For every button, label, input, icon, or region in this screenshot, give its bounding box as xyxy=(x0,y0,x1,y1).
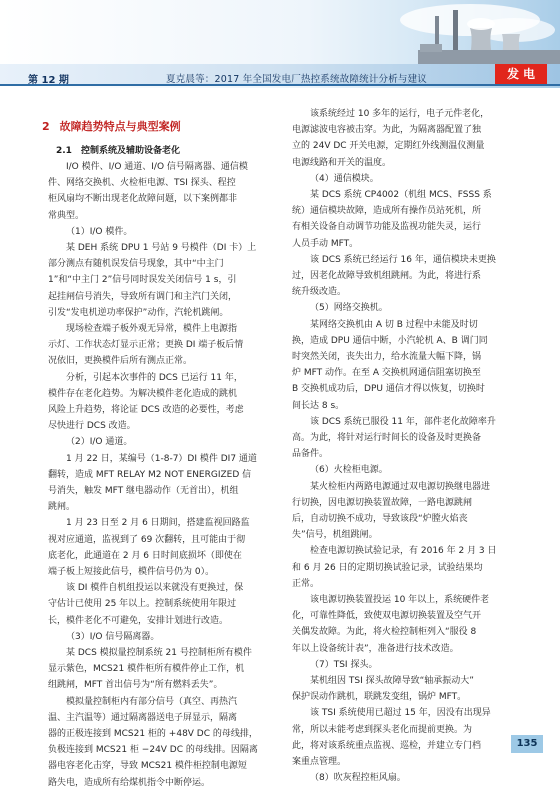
text-line: 1”和“中主门 2”信号同时误发关闭信号 1 s，引 xyxy=(48,275,237,286)
text-line: 显示紫色，MCS21 模件柜所有模件停止工作，机 xyxy=(48,664,245,675)
text-line: 模拟量控制柜内有部分信号（真空、再热汽 xyxy=(66,696,238,707)
text-line: 高。为此，将针对运行时间长的设备及时更换备 xyxy=(292,433,482,443)
text-line: 案重点管理。 xyxy=(292,757,347,767)
text-line: 况依旧，更换模件后所有测点正常。 xyxy=(48,356,193,367)
text-line: 换，造成 DPU 通信中断，小汽轮机 A、B 调门同 xyxy=(292,335,488,346)
text-line: （3）I/O 信号隔离器。 xyxy=(66,631,160,642)
text-line: 守估计已使用 25 年以上。控制系统使用年限过 xyxy=(48,599,237,610)
text-line: 正常。 xyxy=(292,578,320,589)
text-line: 某 DEH 系统 DPU 1 号站 9 号模件（DI 卡）上 xyxy=(66,243,257,253)
running-title: 夏克晨等：2017 年全国发电厂热控系统故障统计分析与建议 xyxy=(166,74,427,85)
text-line: 路失电，造成所有给煤机指令中断停运。 xyxy=(48,777,211,788)
text-line: 示灯、工作状态灯显示正常；更换 DI 端子板后情 xyxy=(48,340,244,351)
text-line: （4）通信模块。 xyxy=(310,173,379,184)
issue-number: 第 12 期 xyxy=(28,75,69,86)
text-line: 该 DCS 系统已服役 11 年，部件老化故障率升 xyxy=(310,416,496,427)
text-line: 视对应通道，监视到了 69 次翻转，且可能由于彻 xyxy=(48,534,246,545)
text-line: 该 TSI 系统使用已超过 15 年，因没有出现异 xyxy=(310,708,491,719)
text-line: 行切换，因电源切换装置故障，一路电源跳闸 xyxy=(292,497,473,508)
subsection-heading xyxy=(56,143,180,156)
text-line: 分析，引起本次事件的 DCS 已运行 11 年， xyxy=(66,372,243,383)
text-line: 该 DCS 系统已经运行 16 年，通信模块未更换 xyxy=(310,254,496,265)
text-line: 某网络交换机由 A 切 B 过程中未能及时切 xyxy=(310,319,478,330)
text-line: 件、网络交换机、火检柜电源、TSI 探头、程控 xyxy=(48,178,236,189)
section-number: 2 xyxy=(42,120,50,133)
text-line: 号消失，触发 MFT 继电器动作（无首出），机组 xyxy=(48,486,239,496)
text-line: 该电源切换装置投运 10 年以上，系统硬件老 xyxy=(310,595,490,605)
text-line: 此，将对该系统重点监视、巡检，并建立专门档 xyxy=(292,740,482,751)
text-line: 常典型。 xyxy=(48,210,85,221)
text-line: （7）TSI 探头。 xyxy=(310,659,378,670)
text-line: 时突然关闭，丧失出力，给水流量大幅下降，锅 xyxy=(292,352,482,362)
text-line: 组跳闸，MFT 首出信号为“所有燃料丢失”。 xyxy=(48,680,223,691)
badge-char-1: 发 xyxy=(506,67,519,81)
section-title: 故障趋势特点与典型案例 xyxy=(59,120,181,133)
text-line: 某 DCS 系统 CP4002（机组 MCS、FSSS 系 xyxy=(310,190,492,200)
text-line: 有相关设备自动调节功能及监视功能失灵，运行 xyxy=(292,222,482,233)
text-line: 立的 24V DC 开关电源，定期红外线测温仪测量 xyxy=(292,141,485,152)
text-line: 炉 MFT 动作。在至 A 交换机网通信阻塞切换至 xyxy=(292,368,481,379)
text-line: 某 DCS 模拟量控制系统 21 号控制柜所有模件 xyxy=(66,648,252,658)
text-line: 负极连接到 MCS21 柜 −24V DC 的母线排。因隔离 xyxy=(48,745,258,756)
text-line: 长，模件老化不可避免，安排计划进行改造。 xyxy=(48,615,229,626)
section-badge xyxy=(495,64,547,84)
text-line: 品备件。 xyxy=(292,449,329,460)
text-line: 柜风扇均不断出现老化故障问题，以下案例都非 xyxy=(48,194,238,205)
text-line: 和 6 月 26 日的定期切换试验记录，试验结果均 xyxy=(292,562,483,573)
text-line: 1 月 23 日至 2 月 6 日期间，搭建监视回路监 xyxy=(66,518,250,529)
text-line: 底老化，此通道在 2 月 6 日时间底损坏（即使在 xyxy=(48,550,242,561)
text-line: 翻转，造成 MFT RELAY M2 NOT ENERGIZED 信 xyxy=(48,469,252,480)
text-line: 该 DI 模件自机组投运以来就没有更换过，保 xyxy=(66,583,244,594)
text-line: 电源线路和开关的温度。 xyxy=(292,157,392,168)
text-line: 1 月 22 日，某编号（1-8-7）DI 模件 DI7 通道 xyxy=(66,453,257,464)
text-line: 电源滤波电容被击穿。为此，为隔离器配置了独 xyxy=(292,125,482,136)
text-line: 现场检查端子板外观无异常，模件上电源指 xyxy=(66,324,238,334)
section-heading xyxy=(42,118,181,134)
text-line: （8）吹灰程控柜风扇。 xyxy=(310,773,406,784)
text-line: 某机组因 TSI 探头故障导致“轴承振动大” xyxy=(310,676,474,686)
subsection-title: 控制系统及辅助设备老化 xyxy=(80,146,180,156)
text-line: 统）通信模块故障，造成所有操作员站死机，所 xyxy=(292,206,482,217)
text-line: 模件存在老化趋势。为解决模件老化造成的跳机 xyxy=(48,388,238,399)
text-line: 部分测点有随机误发信号现象，其中“中主门 xyxy=(48,259,224,270)
text-line: 间长达 8 s。 xyxy=(292,400,345,411)
badge-char-2: 电 xyxy=(523,67,536,81)
text-line: B 交换机成功后，DPU 通信才得以恢复，切换时 xyxy=(292,384,485,395)
text-line: 端子板上短接此信号，模件信号仍为 0）。 xyxy=(48,567,215,577)
text-line: 尽快进行 DCS 改造。 xyxy=(48,421,136,432)
text-line: 常，所以未能考虑到探头老化而提前更换。为 xyxy=(292,724,473,735)
text-line: 保护误动作跳机，联跳发变组，锅炉 MFT。 xyxy=(292,692,467,703)
text-line: 统升级改造。 xyxy=(292,287,347,298)
text-line: 过，因老化故障导致机组跳闸。为此，将进行系 xyxy=(292,271,482,281)
text-line: 跳闸。 xyxy=(48,502,76,513)
text-line: 起挂闸信号消失，导致所有调门和主汽门关闭， xyxy=(48,291,238,302)
text-line: 风险上升趋势，将论证 DCS 改造的必要性，考虑 xyxy=(48,405,244,415)
text-line: （5）网络交换机。 xyxy=(310,303,388,314)
text-line: 该系统经过 10 多年的运行，电子元件老化， xyxy=(310,109,490,119)
text-line: 失”信号，机组跳闸。 xyxy=(292,530,378,541)
text-line: 年以上设备统计表”，准备进行技术改造。 xyxy=(292,643,459,654)
text-line: 检查电源切换试验记录，有 2016 年 2 月 3 日 xyxy=(310,546,497,557)
text-line: 温、主汽温等）通过隔离器送电子屏显示，隔离 xyxy=(48,712,238,723)
text-line: （6）火检柜电源。 xyxy=(310,465,388,476)
subsection-number: 2.1 xyxy=(56,146,72,156)
text-line: 后，自动切换不成功，导致该段“炉膛火焰丧 xyxy=(292,514,468,524)
text-line: （1）I/O 模件。 xyxy=(66,226,133,237)
text-line: （2）I/O 通道。 xyxy=(66,437,133,448)
text-line: 器的正极连接到 MCS21 柜的 +48V DC 的母线排， xyxy=(48,729,258,739)
text-line: 引发“发电机逆功率保护”动作，汽轮机跳闸。 xyxy=(48,307,229,318)
page-number: 135 xyxy=(511,735,543,753)
text-line: 化，可靠性降低，致使双电源切换装置及空气开 xyxy=(292,611,482,622)
text-line: 器电容老化击穿，导致 MCS21 模件柜控制电源短 xyxy=(48,761,247,772)
text-line: 关偶发故障。为此，将火检控制柜列入“服役 8 xyxy=(292,627,477,638)
text-line: 人员手动 MFT。 xyxy=(292,238,359,249)
text-line: 某火检柜内两路电源通过双电源切换继电器进 xyxy=(310,481,491,492)
text-line: I/O 模件、I/O 通道、I/O 信号隔离器、通信模 xyxy=(66,162,248,172)
